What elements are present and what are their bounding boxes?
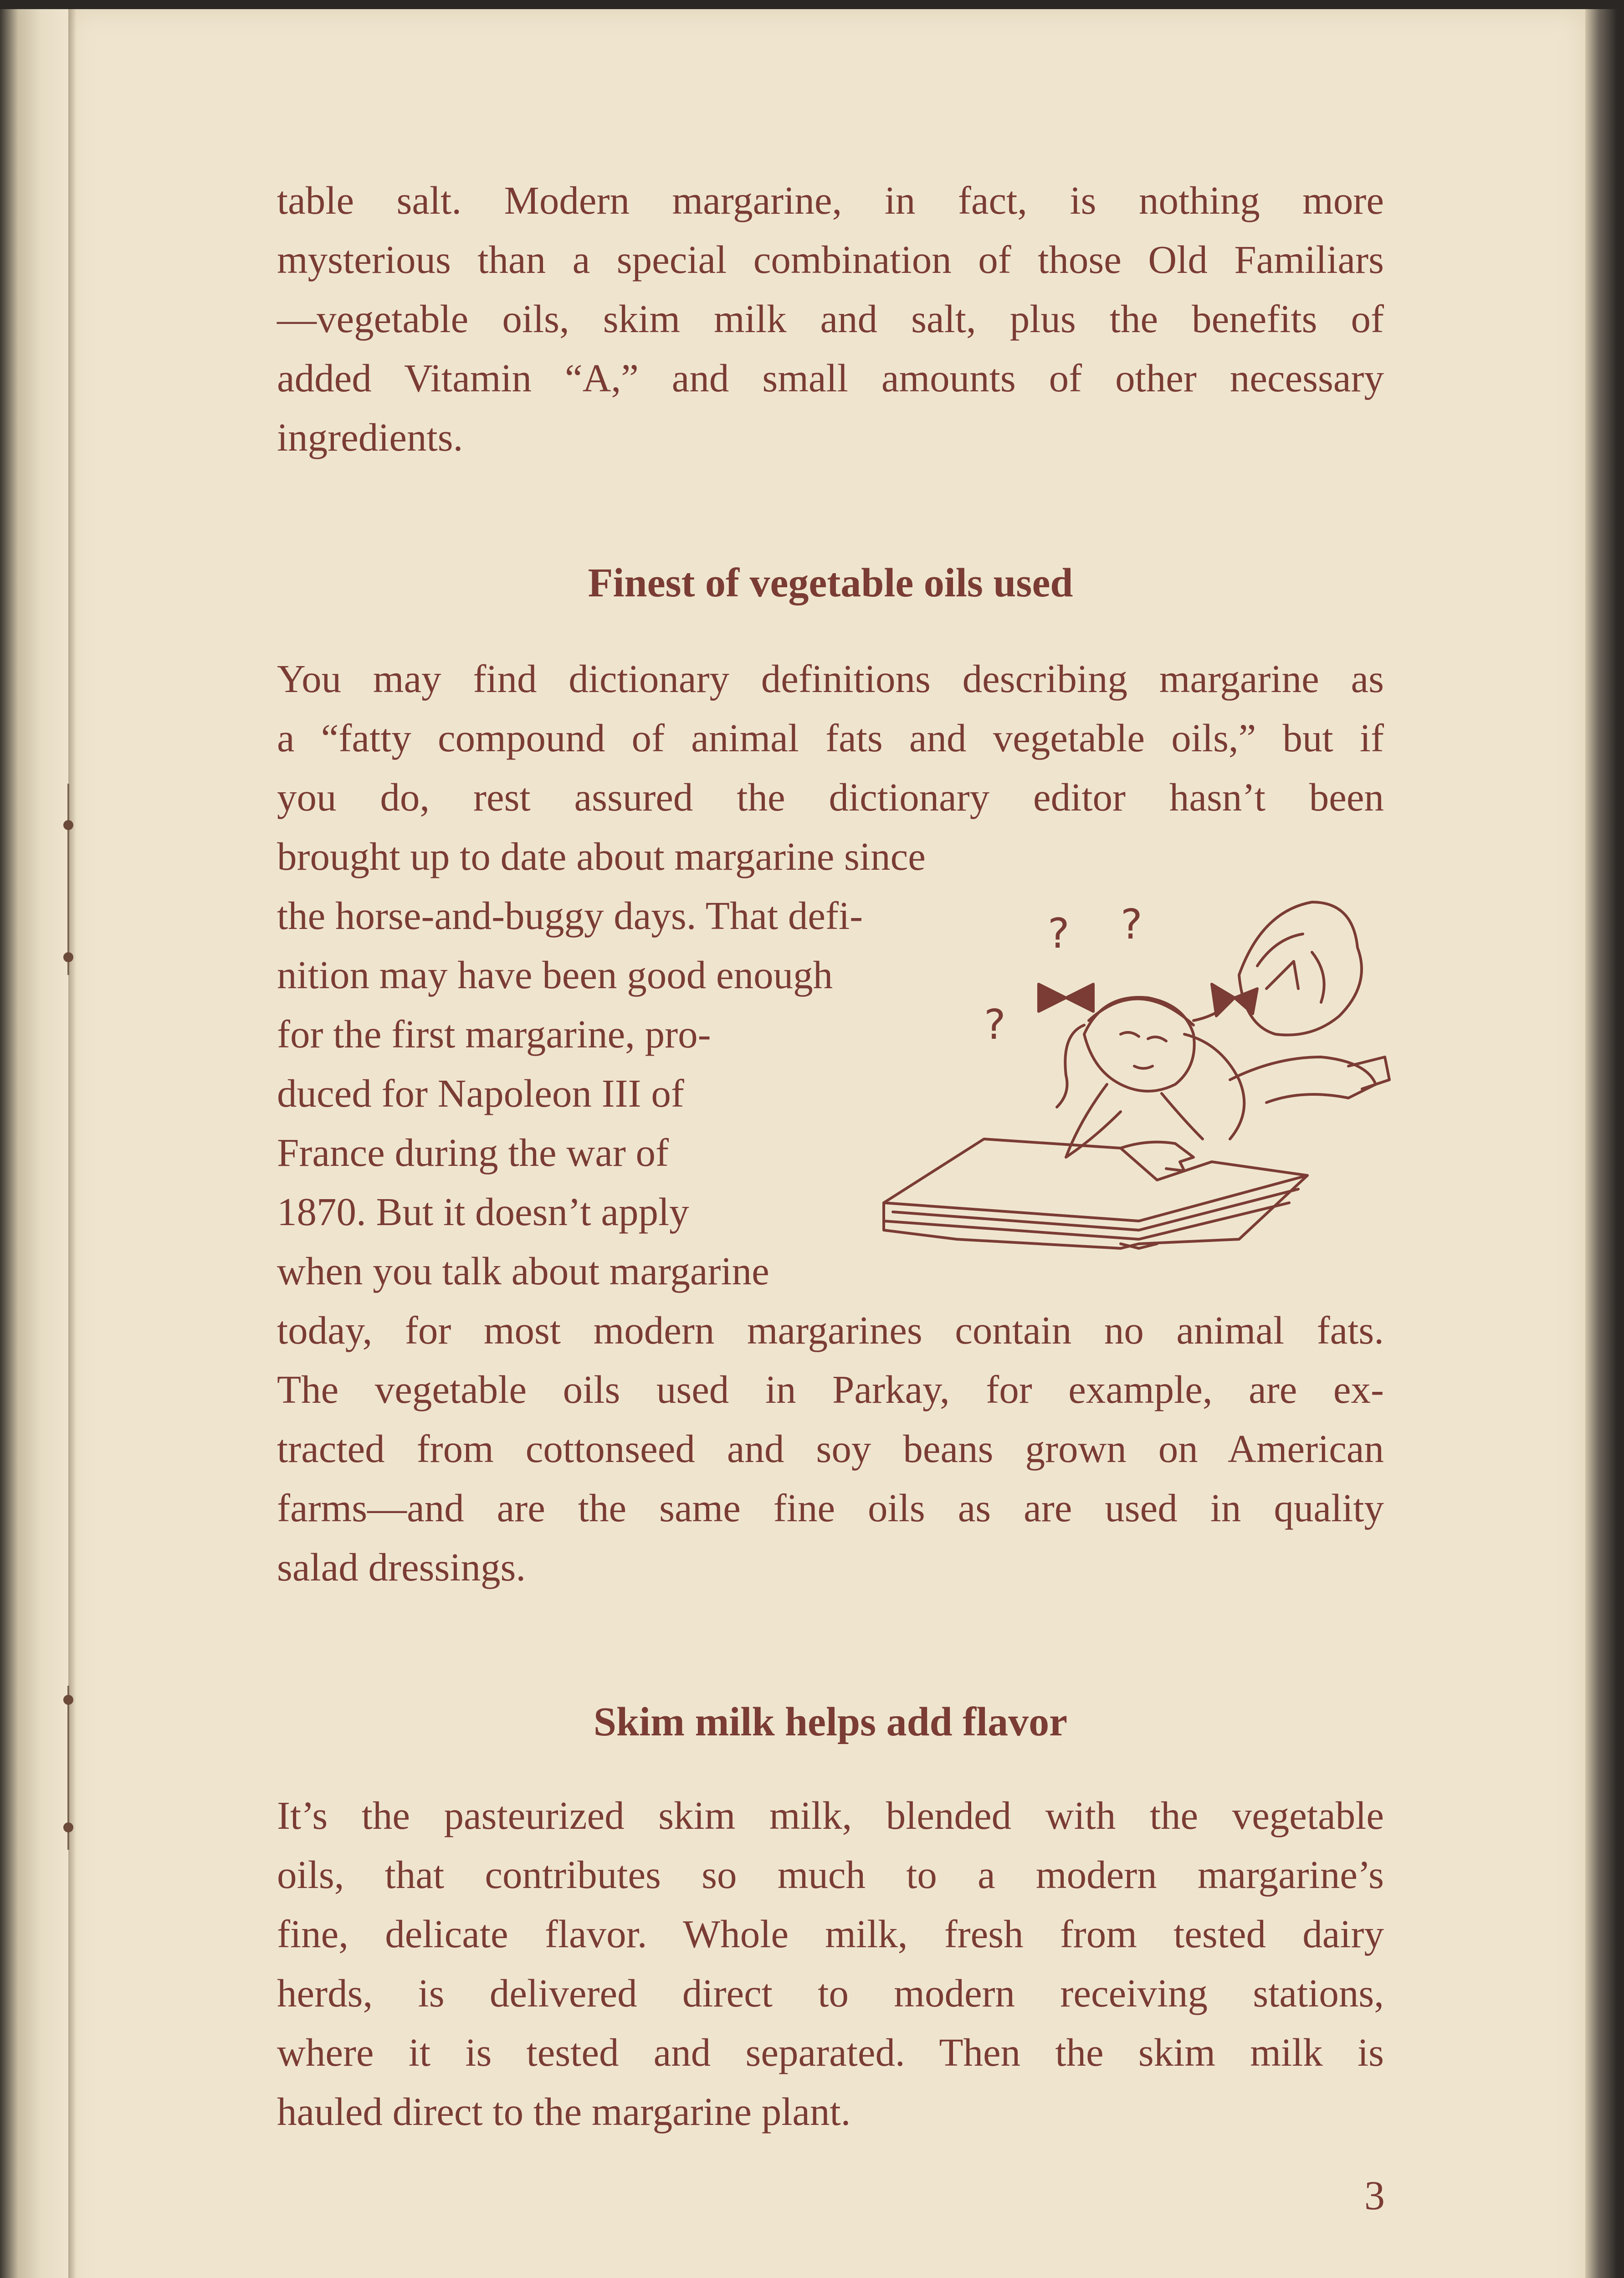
text-line: fine, delicate flavor. Whole milk, fresh from tested dairy <box>277 1912 1384 1956</box>
text-line: salad dressings. <box>277 1545 526 1589</box>
text-line: France during the war of <box>277 1130 669 1175</box>
text-line: ingredients. <box>277 415 463 459</box>
text-line: you do, rest assured the dictionary editor hasn’t been <box>277 775 1384 819</box>
binding-stitch <box>63 952 73 962</box>
text-line: 1870. But it doesn’t apply <box>277 1190 689 1234</box>
binding-stitch <box>63 820 73 830</box>
text-line: The vegetable oils used in Parkay, for example, are ex- <box>277 1367 1384 1411</box>
text-line: when you talk about margarine <box>277 1249 769 1293</box>
girl-reading-dictionary-illustration <box>866 884 1403 1271</box>
text-line: added Vitamin “A,” and small amounts of other necessary <box>277 356 1384 400</box>
question-mark: ? <box>984 1001 1006 1049</box>
text-line: farms—and are the same fine oils as are used in quality <box>277 1486 1384 1530</box>
text-line: —vegetable oils, skim milk and salt, plus the benefits of <box>277 297 1384 341</box>
binding-stitch <box>63 1822 73 1832</box>
text-line: nition may have been good enough <box>277 953 833 997</box>
binding-stitch <box>63 1695 73 1705</box>
text-line: It’s the pasteurized skim milk, blended with the vegetable <box>277 1793 1384 1837</box>
text-line: hauled direct to the margarine plant. <box>277 2089 851 2134</box>
section1-paragraph-bottom <box>277 1301 1384 1597</box>
text-line: tracted from cottonseed and soy beans grown on American <box>277 1426 1384 1471</box>
page-number: 3 <box>1364 2173 1385 2218</box>
section-heading-vegetable-oils: Finest of vegetable oils used <box>588 560 1073 605</box>
intro-paragraph <box>277 171 1384 467</box>
section2-paragraph <box>277 1786 1384 2141</box>
text-line: herds, is delivered direct to modern receiving stations, <box>277 1971 1384 2015</box>
text-line: today, for most modern margarines contain no animal fats. <box>277 1308 1384 1352</box>
binding-edge <box>0 9 68 2278</box>
text-line: the horse-and-buggy days. That defi- <box>277 893 863 938</box>
text-line: table salt. Modern margarine, in fact, is nothing more <box>277 178 1384 222</box>
text-line: for the first margarine, pro- <box>277 1012 711 1056</box>
section1-paragraph-top <box>277 649 1384 827</box>
text-line: brought up to date about margarine since <box>277 834 926 878</box>
text-line: mysterious than a special combination of those Old Familiars <box>277 237 1384 282</box>
text-line: duced for Napoleon III of <box>277 1071 684 1115</box>
page-right-edge <box>1585 9 1624 2278</box>
section-heading-skim-milk: Skim milk helps add flavor <box>593 1699 1068 1744</box>
text-line: a “fatty compound of animal fats and vegetable oils,” but if <box>277 716 1384 760</box>
page-fold-shadow <box>68 9 77 2278</box>
question-mark: ? <box>1121 901 1142 949</box>
binding-stitch-thread <box>67 784 69 975</box>
text-line: You may find dictionary definitions describing margarine as <box>277 657 1384 701</box>
text-line: where it is tested and separated. Then the skim milk is <box>277 2030 1384 2074</box>
question-mark: ? <box>1048 910 1070 958</box>
text-line: oils, that contributes so much to a modern margarine’s <box>277 1852 1384 1897</box>
